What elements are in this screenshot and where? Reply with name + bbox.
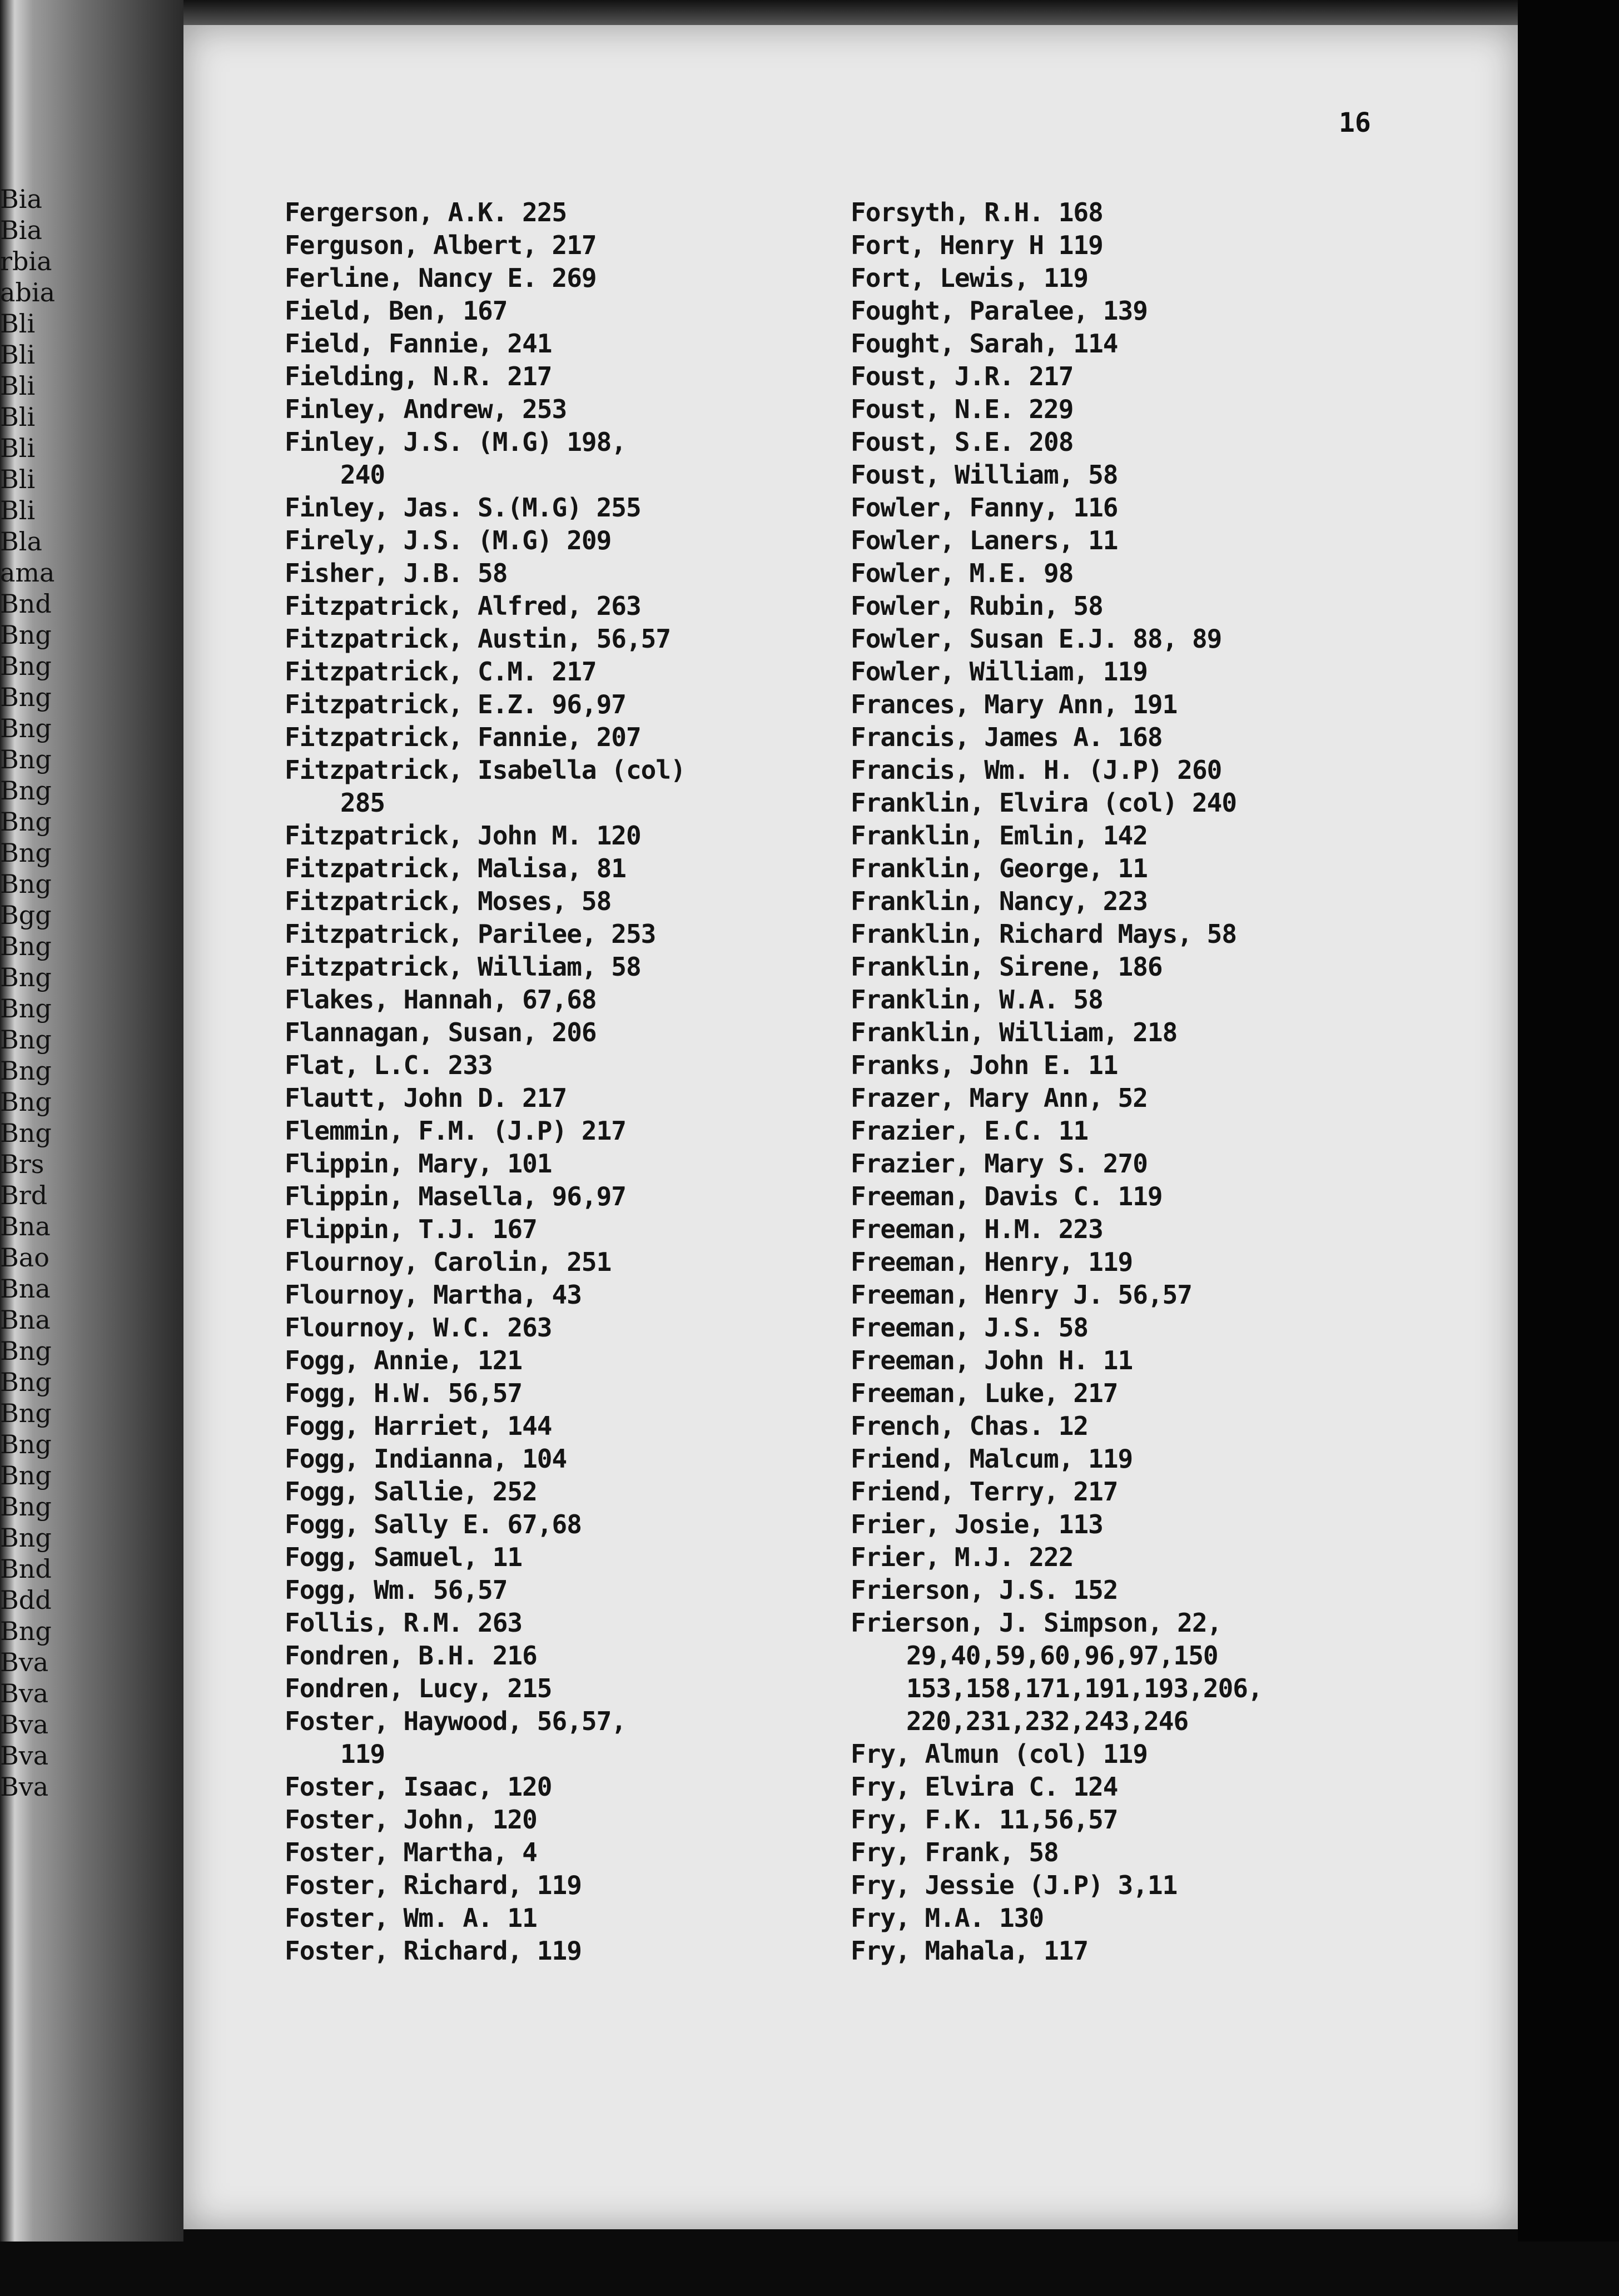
index-entry xyxy=(851,360,1507,393)
bleed-fragment: Bng xyxy=(0,1492,52,1522)
index-entry xyxy=(285,295,868,327)
top-scan-shadow xyxy=(183,0,1518,25)
index-entry xyxy=(285,1147,868,1180)
index-entry-text: Fort, Henry H 119 xyxy=(851,230,1103,260)
bleed-fragment: Bng xyxy=(0,838,52,868)
index-entry xyxy=(285,590,868,623)
index-entry-text: Fry, Elvira C. 124 xyxy=(851,1772,1118,1802)
index-entry-text: Fitzpatrick, Malisa, 81 xyxy=(285,853,626,883)
bleed-fragment: Bng xyxy=(0,1056,52,1086)
index-entry-text: Flautt, John D. 217 xyxy=(285,1083,567,1113)
bleed-fragment: Bli xyxy=(0,340,36,370)
index-entry xyxy=(285,1246,868,1279)
index-entry-text: Forsyth, R.H. 168 xyxy=(851,197,1103,227)
index-entry-text: Fowler, Rubin, 58 xyxy=(851,591,1103,621)
index-entry xyxy=(285,1049,868,1082)
index-entry-text: Franklin, W.A. 58 xyxy=(851,985,1103,1015)
index-entry-text: Freeman, Davis C. 119 xyxy=(851,1181,1163,1211)
index-entry xyxy=(285,426,868,491)
bleed-fragment: Bng xyxy=(0,620,52,650)
bleed-fragment: Bli xyxy=(0,464,36,494)
bleed-fragment: Brs xyxy=(0,1149,44,1179)
bleed-fragment: Bng xyxy=(0,869,52,899)
index-entry xyxy=(851,1935,1507,1967)
index-entry xyxy=(285,557,868,590)
index-entry xyxy=(851,557,1507,590)
index-entry-text: Foster, Martha, 4 xyxy=(285,1837,537,1867)
bleed-fragment: Bng xyxy=(0,1367,52,1397)
index-entry-text: Ferline, Nancy E. 269 xyxy=(285,263,597,293)
index-entry xyxy=(285,1541,868,1574)
index-entry xyxy=(851,1574,1507,1607)
index-entry-text: Frierson, J.S. 152 xyxy=(851,1575,1118,1605)
index-entry-text: Foster, Isaac, 120 xyxy=(285,1772,552,1802)
index-entry xyxy=(285,1574,868,1607)
index-entry-text: Fondren, B.H. 216 xyxy=(285,1641,537,1671)
index-entry-text: Franklin, William, 218 xyxy=(851,1017,1178,1047)
index-entry xyxy=(285,951,868,983)
index-entry xyxy=(851,1344,1507,1377)
index-entry-text: Flannagan, Susan, 206 xyxy=(285,1017,597,1047)
index-entry-text: Firely, J.S. (M.G) 209 xyxy=(285,525,612,555)
index-entry xyxy=(851,1475,1507,1508)
bleed-fragment: Bli xyxy=(0,495,36,525)
bleed-fragment: Bng xyxy=(0,1118,52,1148)
index-entry-text: Fogg, Sally E. 67,68 xyxy=(285,1509,582,1539)
index-entry xyxy=(851,1672,1507,1705)
index-entry xyxy=(285,754,868,819)
index-entry-text: Flippin, Mary, 101 xyxy=(285,1149,552,1179)
index-entry xyxy=(285,655,868,688)
bleed-fragment: Bva xyxy=(0,1678,49,1708)
index-entry xyxy=(285,1213,868,1246)
index-entry xyxy=(851,688,1507,721)
index-entry-text: Fought, Paralee, 139 xyxy=(851,296,1148,326)
index-entry xyxy=(285,1443,868,1475)
index-entry xyxy=(851,327,1507,360)
index-entry-text: Freeman, John H. 11 xyxy=(851,1345,1133,1375)
index-entry xyxy=(285,524,868,557)
index-entry-text: Fitzpatrick, Fannie, 207 xyxy=(285,722,641,752)
index-entry xyxy=(285,1279,868,1311)
index-entry xyxy=(851,721,1507,754)
index-entry-text: Flournoy, Martha, 43 xyxy=(285,1280,582,1310)
bleed-fragment: Bli xyxy=(0,433,36,463)
index-entry-text: Fitzpatrick, Parilee, 253 xyxy=(285,919,656,949)
index-entry xyxy=(851,918,1507,951)
index-entry xyxy=(851,951,1507,983)
index-entry-text: Fitzpatrick, John M. 120 xyxy=(285,821,641,851)
index-entry-text: Foust, J.R. 217 xyxy=(851,361,1074,391)
index-entry xyxy=(851,852,1507,885)
index-entry xyxy=(851,787,1507,819)
index-entry-text: Fisher, J.B. 58 xyxy=(285,558,508,588)
index-entry-text: Fort, Lewis, 119 xyxy=(851,263,1089,293)
index-entry xyxy=(851,262,1507,295)
index-entry xyxy=(851,295,1507,327)
index-entry-text: Fowler, Laners, 11 xyxy=(851,525,1118,555)
index-entry xyxy=(285,491,868,524)
index-entry-text: Fought, Sarah, 114 xyxy=(851,329,1118,359)
index-entry-text: Fry, Jessie (J.P) 3,11 xyxy=(851,1870,1178,1900)
index-entry-text: Friend, Malcum, 119 xyxy=(851,1444,1133,1474)
index-entry-text: Flippin, T.J. 167 xyxy=(285,1214,537,1244)
index-entry xyxy=(285,327,868,360)
index-entry-text: Field, Ben, 167 xyxy=(285,296,508,326)
index-entry-text: Fergerson, A.K. 225 xyxy=(285,197,567,227)
bleed-fragment: Bva xyxy=(0,1647,49,1677)
bleed-fragment: Bia xyxy=(0,215,42,245)
facing-page-bleed-text xyxy=(0,183,56,2296)
bleed-fragment: Bng xyxy=(0,1429,52,1459)
bleed-fragment: Bng xyxy=(0,1087,52,1117)
index-entry-text: Fowler, Susan E.J. 88, 89 xyxy=(851,624,1222,654)
index-entry xyxy=(851,1607,1507,1639)
index-entry-text: Francis, Wm. H. (J.P) 260 xyxy=(851,755,1222,785)
index-entry-text: Fogg, Indianna, 104 xyxy=(285,1444,567,1474)
index-entry xyxy=(851,885,1507,918)
index-entry xyxy=(285,393,868,426)
index-entry-text: Frierson, J. Simpson, 22, xyxy=(851,1608,1222,1638)
index-entry xyxy=(851,426,1507,459)
index-entry-text: Follis, R.M. 263 xyxy=(285,1608,523,1638)
index-entry-text: Flournoy, W.C. 263 xyxy=(285,1313,552,1343)
bleed-fragment: Bli xyxy=(0,402,36,432)
index-entry-text: Fry, Frank, 58 xyxy=(851,1837,1059,1867)
index-entry xyxy=(851,1279,1507,1311)
index-entry-text: Foust, William, 58 xyxy=(851,460,1118,490)
index-column-right xyxy=(851,196,1507,1967)
index-entry-text: Foster, John, 120 xyxy=(285,1805,537,1835)
index-entry xyxy=(285,1016,868,1049)
index-entry xyxy=(851,491,1507,524)
index-entry xyxy=(851,1049,1507,1082)
index-entry xyxy=(851,623,1507,655)
bleed-fragment: Bng xyxy=(0,713,52,743)
index-entry xyxy=(285,1935,868,1967)
index-entry-text: Frazer, Mary Ann, 52 xyxy=(851,1083,1148,1113)
index-entry-text: Franklin, Elvira (col) 240 xyxy=(851,788,1237,818)
bleed-fragment: Bng xyxy=(0,962,52,992)
index-entry xyxy=(285,1869,868,1902)
index-entry xyxy=(285,1082,868,1115)
index-entry xyxy=(851,1016,1507,1049)
index-entry xyxy=(851,459,1507,491)
index-entry-text: Foster, Haywood, 56,57, xyxy=(285,1706,626,1736)
index-entry xyxy=(285,918,868,951)
bleed-fragment: abia xyxy=(0,277,56,307)
index-entry-text: Flat, L.C. 233 xyxy=(285,1050,493,1080)
index-entry-text: Fitzpatrick, E.Z. 96,97 xyxy=(285,689,626,719)
index-entry xyxy=(285,1508,868,1541)
index-entry-text: 153,158,171,191,193,206, xyxy=(906,1673,1263,1703)
bleed-fragment: Bna xyxy=(0,1211,51,1241)
index-entry xyxy=(851,819,1507,852)
index-entry xyxy=(285,1803,868,1836)
index-entry-text: Frier, Josie, 113 xyxy=(851,1509,1103,1539)
index-entry xyxy=(851,1115,1507,1147)
index-entry-text: Fowler, William, 119 xyxy=(851,657,1148,687)
index-entry xyxy=(285,721,868,754)
index-entry-text: Fogg, H.W. 56,57 xyxy=(285,1378,523,1408)
bleed-fragment: Bng xyxy=(0,1616,52,1646)
index-entry xyxy=(285,1902,868,1935)
index-entry xyxy=(285,819,868,852)
index-entry-text: French, Chas. 12 xyxy=(851,1411,1089,1441)
index-entry-text: 29,40,59,60,96,97,150 xyxy=(906,1641,1218,1671)
bleed-fragment: ama xyxy=(0,558,55,588)
index-entry-text: Field, Fannie, 241 xyxy=(285,329,552,359)
bleed-fragment: Bna xyxy=(0,1305,51,1335)
bleed-fragment: Bng xyxy=(0,931,52,961)
index-entry-text: Fitzpatrick, William, 58 xyxy=(285,952,641,982)
index-entry xyxy=(285,1180,868,1213)
index-entry xyxy=(285,1607,868,1639)
index-entry xyxy=(851,983,1507,1016)
index-entry xyxy=(851,1639,1507,1672)
index-entry xyxy=(285,688,868,721)
index-entry xyxy=(851,393,1507,426)
index-entry xyxy=(285,229,868,262)
index-entry-text: Fry, M.A. 130 xyxy=(851,1903,1044,1933)
bleed-fragment: Bva xyxy=(0,1709,49,1740)
bleed-fragment: Bli xyxy=(0,371,36,401)
index-entry-text: Flournoy, Carolin, 251 xyxy=(285,1247,612,1277)
index-entry xyxy=(851,1902,1507,1935)
index-entry-text: Fogg, Sallie, 252 xyxy=(285,1477,537,1507)
index-entry-text: Foster, Richard, 119 xyxy=(285,1870,582,1900)
bleed-fragment: Bng xyxy=(0,1336,52,1366)
index-entry-text: Frier, M.J. 222 xyxy=(851,1542,1074,1572)
index-entry xyxy=(851,1705,1507,1738)
index-entry xyxy=(285,1672,868,1705)
index-entry xyxy=(285,1344,868,1377)
bleed-fragment: Brd xyxy=(0,1180,48,1210)
index-entry-continuation: 285 xyxy=(340,788,385,818)
index-entry-text: Finley, Andrew, 253 xyxy=(285,394,567,424)
index-entry-text: Francis, James A. 168 xyxy=(851,722,1163,752)
index-entry xyxy=(285,196,868,229)
index-entry xyxy=(851,1869,1507,1902)
index-entry-text: Frazier, E.C. 11 xyxy=(851,1116,1089,1146)
index-entry xyxy=(851,1836,1507,1869)
index-entry xyxy=(851,1082,1507,1115)
index-entry xyxy=(851,754,1507,787)
page-number: 16 xyxy=(1339,107,1371,138)
bleed-fragment: Bva xyxy=(0,1772,49,1802)
index-entry-text: Freeman, Luke, 217 xyxy=(851,1378,1118,1408)
bleed-fragment: Bao xyxy=(0,1243,49,1273)
index-entry-text: Finley, Jas. S.(M.G) 255 xyxy=(285,493,641,523)
index-entry-text: Fogg, Wm. 56,57 xyxy=(285,1575,508,1605)
index-entry-text: Foster, Wm. A. 11 xyxy=(285,1903,537,1933)
index-entry-text: Friend, Terry, 217 xyxy=(851,1477,1118,1507)
index-entry-text: Fitzpatrick, Isabella (col) xyxy=(285,755,686,785)
index-entry xyxy=(851,1180,1507,1213)
bleed-fragment: Bng xyxy=(0,776,52,806)
index-entry xyxy=(851,1443,1507,1475)
index-entry-text: Frances, Mary Ann, 191 xyxy=(851,689,1178,719)
bleed-fragment: Bng xyxy=(0,744,52,774)
index-page xyxy=(183,25,1518,2229)
bleed-fragment: Bnd xyxy=(0,589,52,619)
bleed-fragment: Bng xyxy=(0,807,52,837)
bleed-fragment: rbia xyxy=(0,246,52,276)
index-entry-text: Fitzpatrick, Austin, 56,57 xyxy=(285,624,671,654)
index-entry xyxy=(285,885,868,918)
index-entry xyxy=(851,1246,1507,1279)
index-entry xyxy=(285,1311,868,1344)
bleed-fragment: Bla xyxy=(0,526,42,556)
index-entry-text: Freeman, J.S. 58 xyxy=(851,1313,1089,1343)
index-entry-text: Fogg, Samuel, 11 xyxy=(285,1542,523,1572)
index-entry-text: Franklin, Emlin, 142 xyxy=(851,821,1148,851)
index-entry xyxy=(285,1771,868,1803)
index-column-left xyxy=(285,196,868,1967)
index-entry xyxy=(851,1377,1507,1410)
index-entry xyxy=(851,1508,1507,1541)
index-entry-text: Frazier, Mary S. 270 xyxy=(851,1149,1148,1179)
index-entry xyxy=(285,852,868,885)
index-entry-continuation: 240 xyxy=(340,460,385,490)
index-entry xyxy=(851,655,1507,688)
index-entry-text: Fielding, N.R. 217 xyxy=(285,361,552,391)
index-entry-text: Fitzpatrick, C.M. 217 xyxy=(285,657,597,687)
index-entry xyxy=(851,590,1507,623)
index-entry-text: 220,231,232,243,246 xyxy=(906,1706,1189,1736)
bleed-fragment: Bng xyxy=(0,651,52,681)
index-entry xyxy=(285,1377,868,1410)
index-entry-text: Franklin, Nancy, 223 xyxy=(851,886,1148,916)
index-entry-text: Franks, John E. 11 xyxy=(851,1050,1118,1080)
index-entry-text: Fry, F.K. 11,56,57 xyxy=(851,1805,1118,1835)
index-entry-text: Fowler, Fanny, 116 xyxy=(851,493,1118,523)
index-entry xyxy=(851,1771,1507,1803)
bleed-fragment: Bng xyxy=(0,1025,52,1055)
index-entry-text: Fitzpatrick, Alfred, 263 xyxy=(285,591,641,621)
index-entry xyxy=(285,262,868,295)
index-entry xyxy=(851,1803,1507,1836)
index-entry-text: Finley, J.S. (M.G) 198, xyxy=(285,427,626,457)
index-entry xyxy=(285,623,868,655)
index-entry-text: Fowler, M.E. 98 xyxy=(851,558,1074,588)
index-entry xyxy=(851,1738,1507,1771)
index-entry-text: Flemmin, F.M. (J.P) 217 xyxy=(285,1116,626,1146)
index-entry xyxy=(851,229,1507,262)
index-entry-text: Foust, N.E. 229 xyxy=(851,394,1074,424)
bleed-fragment: Bgg xyxy=(0,900,52,930)
index-entry xyxy=(851,1541,1507,1574)
index-entry-text: Ferguson, Albert, 217 xyxy=(285,230,597,260)
index-entry xyxy=(285,360,868,393)
bleed-fragment: Bng xyxy=(0,682,52,712)
index-entry xyxy=(285,1639,868,1672)
bleed-fragment: Bng xyxy=(0,1398,52,1428)
index-entry-text: Freeman, H.M. 223 xyxy=(851,1214,1103,1244)
index-entry-text: Flippin, Masella, 96,97 xyxy=(285,1181,626,1211)
index-entry-text: Fogg, Annie, 121 xyxy=(285,1345,523,1375)
bleed-fragment: Bng xyxy=(0,993,52,1023)
index-entry-text: Freeman, Henry, 119 xyxy=(851,1247,1133,1277)
index-entry xyxy=(285,1115,868,1147)
index-entry xyxy=(851,1311,1507,1344)
bleed-fragment: Bva xyxy=(0,1741,49,1771)
index-entry xyxy=(851,196,1507,229)
index-entry-text: Fogg, Harriet, 144 xyxy=(285,1411,552,1441)
index-entry xyxy=(851,1147,1507,1180)
bleed-fragment: Bdd xyxy=(0,1585,52,1615)
index-entry xyxy=(285,1475,868,1508)
index-entry-text: Franklin, Sirene, 186 xyxy=(851,952,1163,982)
index-entry xyxy=(285,1705,868,1771)
index-entry-text: Foust, S.E. 208 xyxy=(851,427,1074,457)
index-entry-continuation: 119 xyxy=(340,1739,385,1769)
bleed-fragment: Bna xyxy=(0,1274,51,1304)
index-entry xyxy=(851,1213,1507,1246)
index-entry-text: Foster, Richard, 119 xyxy=(285,1936,582,1966)
index-entry-text: Fry, Almun (col) 119 xyxy=(851,1739,1148,1769)
bleed-fragment: Bia xyxy=(0,184,42,214)
bleed-fragment: Bnd xyxy=(0,1554,52,1584)
index-entry xyxy=(851,1410,1507,1443)
index-entry-text: Flakes, Hannah, 67,68 xyxy=(285,985,597,1015)
index-entry-text: Fry, Mahala, 117 xyxy=(851,1936,1089,1966)
index-entry-text: Franklin, Richard Mays, 58 xyxy=(851,919,1237,949)
index-entry xyxy=(285,1836,868,1869)
bleed-fragment: Bng xyxy=(0,1523,52,1553)
index-entry xyxy=(285,983,868,1016)
index-entry-text: Fitzpatrick, Moses, 58 xyxy=(285,886,612,916)
bleed-fragment: Bng xyxy=(0,1460,52,1490)
facing-page-edge xyxy=(0,0,183,2242)
right-scan-shadow xyxy=(1518,0,1619,2242)
index-entry-text: Fondren, Lucy, 215 xyxy=(285,1673,552,1703)
index-entry xyxy=(285,1410,868,1443)
index-entry xyxy=(851,524,1507,557)
bleed-fragment: Bli xyxy=(0,309,36,339)
index-entry-text: Freeman, Henry J. 56,57 xyxy=(851,1280,1192,1310)
index-entry-text: Franklin, George, 11 xyxy=(851,853,1148,883)
